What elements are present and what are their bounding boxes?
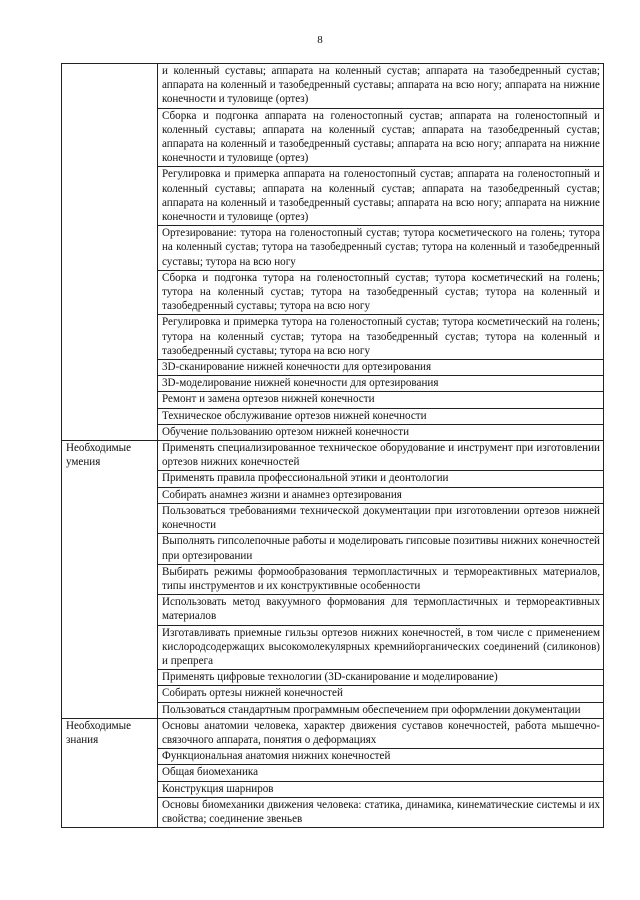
section-item: Применять правила профессиональной этики и деонтологии — [158, 471, 604, 487]
section-item: Применять цифровые технологии (3D-сканирование и моделирование) — [158, 670, 604, 686]
page-number: 8 — [317, 34, 323, 46]
section-item: Общая биомеханика — [158, 765, 604, 781]
section-item: Регулировка и примерка тутора на голеностопный сустав; тутора косметический на голень; тутора на коленный сустав; тутора на тазобедренный сустав; тутора на коленный и тазобедренный суставы; тутора на всю ногу — [158, 315, 604, 360]
section-item: Основы анатомии человека, характер движения суставов конечностей, работа мышечно-связочного аппарата, понятия о деформациях — [158, 718, 604, 748]
requirements-table — [61, 63, 604, 828]
section-item: Использовать метод вакуумного формования для термопластичных и термореактивных материалов — [158, 595, 604, 625]
table-row — [62, 441, 604, 471]
section-item: 3D-сканирование нижней конечности для ортезирования — [158, 360, 604, 376]
section-item: Применять специализированное техническое оборудование и инструмент при изготовлении ортезов нижних конечностей — [158, 441, 604, 471]
section-item: Выбирать режимы формообразования термопластичных и термореактивных материалов, типы инструментов и их конструктивные особенности — [158, 564, 604, 594]
section-item: Пользоваться стандартным программным обеспечением при оформлении документации — [158, 702, 604, 718]
section-item: Изготавливать приемные гильзы ортезов нижних конечностей, в том числе с применением кислородсодержащих высокомолекулярных кремнийорганических соединений (силиконов) и препрега — [158, 625, 604, 670]
section-item: Ортезирование: тутора на голеностопный сустав; тутора косметического на голень; тутора на коленный сустав; тутора на тазобедренный сустав; тутора на коленный и тазобедренный суставы; тутора на всю ногу — [158, 226, 604, 271]
section-item: Конструкция шарниров — [158, 781, 604, 797]
section-item: Пользоваться требованиями технической документации при изготовлении ортезов нижней конечности — [158, 503, 604, 533]
section-label: Необходимые умения — [62, 441, 158, 719]
section-item: Выполнять гипсолепочные работы и моделировать гипсовые позитивы нижних конечностей при ортезировании — [158, 534, 604, 564]
section-label: Необходимые знания — [62, 718, 158, 827]
section-item: Сборка и подгонка тутора на голеностопный сустав; тутора косметический на голень; тутора на коленный сустав; тутора на тазобедренный сустав; тутора на коленный и тазобедренный суставы; тутора на всю ногу — [158, 270, 604, 315]
table-row — [62, 718, 604, 748]
section-item: Сборка и подгонка аппарата на голеностопный сустав; аппарата на голеностопный и коленный суставы; аппарата на коленный сустав; аппарата на тазобедренный сустав; аппарата на коленный и тазобедренный суставы; аппарата на всю ногу; аппарата на нижние конечности и туловище (ортез) — [158, 108, 604, 167]
section-item: Основы биомеханики движения человека: статика, динамика, кинематические системы и их свойства; соединение звеньев — [158, 797, 604, 827]
section-item: 3D-моделирование нижней конечности для ортезирования — [158, 376, 604, 392]
section-item: Регулировка и примерка аппарата на голеностопный сустав; аппарата на голеностопный и коленный суставы; аппарата на коленный сустав; аппарата на тазобедренный сустав; аппарата на коленный и тазобедренный суставы; аппарата на всю ногу; аппарата на нижние конечности и туловище (ортез) — [158, 167, 604, 226]
section-item: Ремонт и замена ортезов нижней конечности — [158, 392, 604, 408]
section-item: Функциональная анатомия нижних конечностей — [158, 749, 604, 765]
section-item: и коленный суставы; аппарата на коленный сустав; аппарата на тазобедренный сустав; аппарата на коленный и тазобедренный суставы; аппарата на всю ногу; аппарата на нижние конечности и туловище (ортез) — [158, 64, 604, 109]
section-item: Собирать анамнез жизни и анамнез ортезирования — [158, 487, 604, 503]
section-item: Обучение пользованию ортезом нижней конечности — [158, 424, 604, 440]
table-row — [62, 64, 604, 109]
section-label — [62, 64, 158, 441]
section-item: Собирать ортезы нижней конечностей — [158, 686, 604, 702]
section-item: Техническое обслуживание ортезов нижней конечности — [158, 408, 604, 424]
